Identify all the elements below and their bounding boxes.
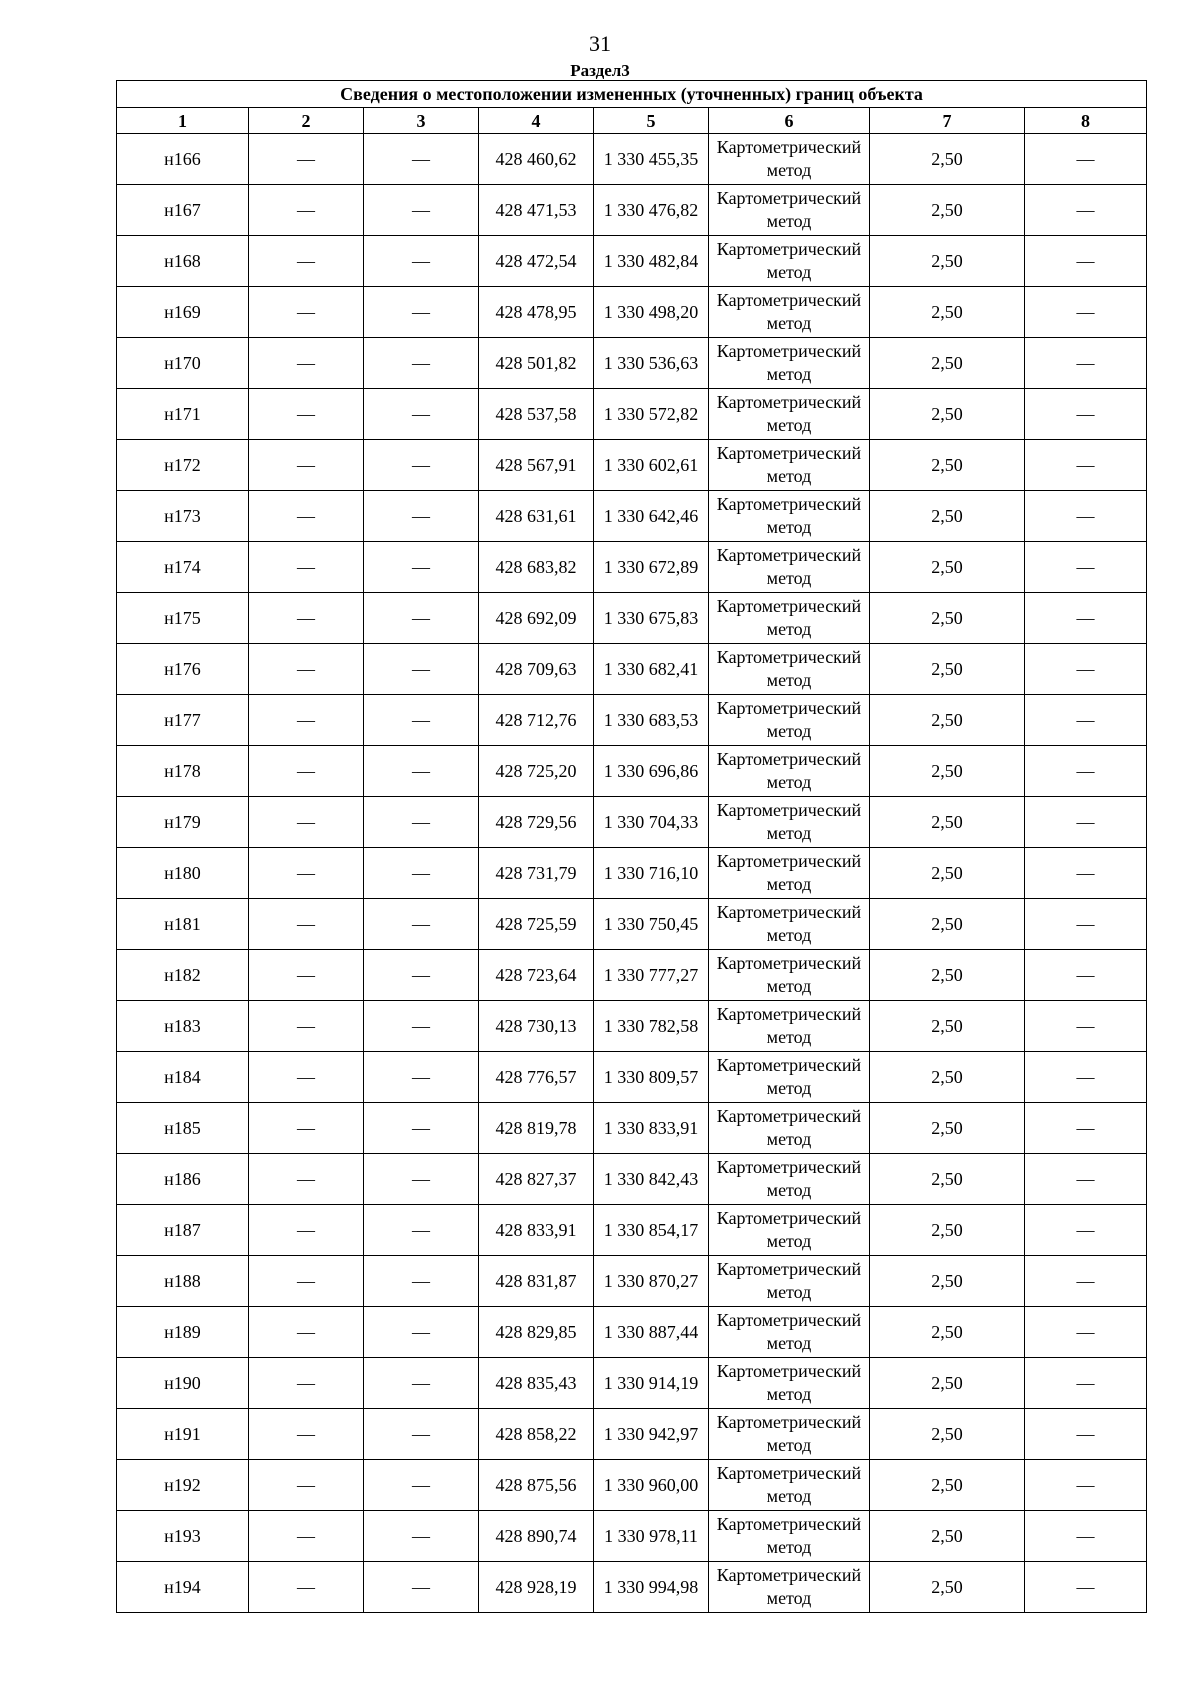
empty-value-cell: — (1025, 950, 1147, 1001)
accuracy-cell: 2,50 (870, 1103, 1025, 1154)
table-row (117, 1358, 1147, 1409)
method-cell: Картометрический метод (709, 185, 870, 236)
empty-value-cell: — (364, 287, 479, 338)
method-cell: Картометрический метод (709, 440, 870, 491)
empty-value-cell: — (249, 389, 364, 440)
empty-value-cell: — (249, 185, 364, 236)
y-coordinate-cell: 1 330 476,82 (594, 185, 709, 236)
accuracy-cell: 2,50 (870, 1307, 1025, 1358)
x-coordinate-cell: 428 776,57 (479, 1052, 594, 1103)
table-row (117, 491, 1147, 542)
method-cell: Картометрический метод (709, 1103, 870, 1154)
empty-value-cell: — (249, 134, 364, 185)
y-coordinate-cell: 1 330 642,46 (594, 491, 709, 542)
x-coordinate-cell: 428 725,20 (479, 746, 594, 797)
empty-value-cell: — (364, 848, 479, 899)
empty-value-cell: — (249, 1154, 364, 1205)
empty-value-cell: — (1025, 1460, 1147, 1511)
accuracy-cell: 2,50 (870, 593, 1025, 644)
accuracy-cell: 2,50 (870, 695, 1025, 746)
point-name-cell: н166 (117, 134, 249, 185)
method-cell: Картометрический метод (709, 1256, 870, 1307)
empty-value-cell: — (364, 1001, 479, 1052)
empty-value-cell: — (1025, 797, 1147, 848)
point-name-cell: н194 (117, 1562, 249, 1613)
method-cell: Картометрический метод (709, 695, 870, 746)
empty-value-cell: — (249, 1562, 364, 1613)
empty-value-cell: — (249, 848, 364, 899)
accuracy-cell: 2,50 (870, 185, 1025, 236)
accuracy-cell: 2,50 (870, 542, 1025, 593)
point-name-cell: н191 (117, 1409, 249, 1460)
table-row (117, 236, 1147, 287)
x-coordinate-cell: 428 835,43 (479, 1358, 594, 1409)
table-row (117, 899, 1147, 950)
table-row (117, 1052, 1147, 1103)
point-name-cell: н188 (117, 1256, 249, 1307)
x-coordinate-cell: 428 567,91 (479, 440, 594, 491)
x-coordinate-cell: 428 827,37 (479, 1154, 594, 1205)
table-row (117, 1511, 1147, 1562)
y-coordinate-cell: 1 330 750,45 (594, 899, 709, 950)
empty-value-cell: — (364, 899, 479, 950)
table-row (117, 338, 1147, 389)
empty-value-cell: — (364, 185, 479, 236)
empty-value-cell: — (1025, 134, 1147, 185)
x-coordinate-cell: 428 858,22 (479, 1409, 594, 1460)
method-cell: Картометрический метод (709, 950, 870, 1001)
column-number: 4 (479, 108, 594, 134)
method-cell: Картометрический метод (709, 1460, 870, 1511)
y-coordinate-cell: 1 330 777,27 (594, 950, 709, 1001)
empty-value-cell: — (364, 695, 479, 746)
boundary-coordinates-table (116, 80, 1147, 1613)
x-coordinate-cell: 428 712,76 (479, 695, 594, 746)
method-cell: Картометрический метод (709, 1409, 870, 1460)
x-coordinate-cell: 428 731,79 (479, 848, 594, 899)
point-name-cell: н171 (117, 389, 249, 440)
empty-value-cell: — (364, 1307, 479, 1358)
x-coordinate-cell: 428 829,85 (479, 1307, 594, 1358)
table-row (117, 848, 1147, 899)
empty-value-cell: — (249, 593, 364, 644)
table-row (117, 695, 1147, 746)
y-coordinate-cell: 1 330 672,89 (594, 542, 709, 593)
empty-value-cell: — (364, 389, 479, 440)
empty-value-cell: — (1025, 899, 1147, 950)
point-name-cell: н179 (117, 797, 249, 848)
x-coordinate-cell: 428 472,54 (479, 236, 594, 287)
empty-value-cell: — (364, 1409, 479, 1460)
empty-value-cell: — (249, 236, 364, 287)
x-coordinate-cell: 428 631,61 (479, 491, 594, 542)
empty-value-cell: — (1025, 1154, 1147, 1205)
column-number: 3 (364, 108, 479, 134)
table-row (117, 1409, 1147, 1460)
x-coordinate-cell: 428 471,53 (479, 185, 594, 236)
accuracy-cell: 2,50 (870, 797, 1025, 848)
method-cell: Картометрический метод (709, 1001, 870, 1052)
x-coordinate-cell: 428 819,78 (479, 1103, 594, 1154)
point-name-cell: н169 (117, 287, 249, 338)
x-coordinate-cell: 428 875,56 (479, 1460, 594, 1511)
y-coordinate-cell: 1 330 498,20 (594, 287, 709, 338)
empty-value-cell: — (249, 491, 364, 542)
empty-value-cell: — (249, 1205, 364, 1256)
accuracy-cell: 2,50 (870, 644, 1025, 695)
table-row (117, 1001, 1147, 1052)
x-coordinate-cell: 428 683,82 (479, 542, 594, 593)
x-coordinate-cell: 428 460,62 (479, 134, 594, 185)
y-coordinate-cell: 1 330 870,27 (594, 1256, 709, 1307)
accuracy-cell: 2,50 (870, 950, 1025, 1001)
empty-value-cell: — (1025, 746, 1147, 797)
y-coordinate-cell: 1 330 978,11 (594, 1511, 709, 1562)
method-cell: Картометрический метод (709, 338, 870, 389)
table-row (117, 950, 1147, 1001)
empty-value-cell: — (249, 1460, 364, 1511)
page-number: 31 (589, 31, 611, 56)
table-row (117, 1307, 1147, 1358)
point-name-cell: н176 (117, 644, 249, 695)
accuracy-cell: 2,50 (870, 1052, 1025, 1103)
empty-value-cell: — (364, 746, 479, 797)
method-cell: Картометрический метод (709, 797, 870, 848)
table-row (117, 746, 1147, 797)
x-coordinate-cell: 428 890,74 (479, 1511, 594, 1562)
empty-value-cell: — (1025, 1001, 1147, 1052)
y-coordinate-cell: 1 330 887,44 (594, 1307, 709, 1358)
table-row (117, 1460, 1147, 1511)
method-cell: Картометрический метод (709, 1562, 870, 1613)
table-row (117, 440, 1147, 491)
accuracy-cell: 2,50 (870, 338, 1025, 389)
point-name-cell: н187 (117, 1205, 249, 1256)
method-cell: Картометрический метод (709, 899, 870, 950)
point-name-cell: н182 (117, 950, 249, 1001)
x-coordinate-cell: 428 831,87 (479, 1256, 594, 1307)
x-coordinate-cell: 428 709,63 (479, 644, 594, 695)
point-name-cell: н177 (117, 695, 249, 746)
y-coordinate-cell: 1 330 482,84 (594, 236, 709, 287)
method-cell: Картометрический метод (709, 1511, 870, 1562)
empty-value-cell: — (1025, 236, 1147, 287)
point-name-cell: н192 (117, 1460, 249, 1511)
accuracy-cell: 2,50 (870, 236, 1025, 287)
empty-value-cell: — (249, 1358, 364, 1409)
empty-value-cell: — (364, 1460, 479, 1511)
table-caption: Сведения о местоположении измененных (уточненных) границ объекта (117, 81, 1147, 108)
empty-value-cell: — (1025, 1103, 1147, 1154)
y-coordinate-cell: 1 330 809,57 (594, 1052, 709, 1103)
y-coordinate-cell: 1 330 675,83 (594, 593, 709, 644)
point-name-cell: н168 (117, 236, 249, 287)
point-name-cell: н181 (117, 899, 249, 950)
y-coordinate-cell: 1 330 536,63 (594, 338, 709, 389)
table-row (117, 1103, 1147, 1154)
accuracy-cell: 2,50 (870, 899, 1025, 950)
empty-value-cell: — (249, 1511, 364, 1562)
point-name-cell: н170 (117, 338, 249, 389)
empty-value-cell: — (1025, 1052, 1147, 1103)
empty-value-cell: — (364, 1052, 479, 1103)
point-name-cell: н180 (117, 848, 249, 899)
empty-value-cell: — (1025, 1307, 1147, 1358)
accuracy-cell: 2,50 (870, 1154, 1025, 1205)
method-cell: Картометрический метод (709, 287, 870, 338)
empty-value-cell: — (364, 797, 479, 848)
method-cell: Картометрический метод (709, 389, 870, 440)
point-name-cell: н183 (117, 1001, 249, 1052)
table-row (117, 134, 1147, 185)
table-row (117, 1562, 1147, 1613)
point-name-cell: н186 (117, 1154, 249, 1205)
empty-value-cell: — (249, 1307, 364, 1358)
empty-value-cell: — (249, 1256, 364, 1307)
table-row (117, 389, 1147, 440)
accuracy-cell: 2,50 (870, 389, 1025, 440)
table-body (117, 134, 1147, 1613)
accuracy-cell: 2,50 (870, 440, 1025, 491)
accuracy-cell: 2,50 (870, 134, 1025, 185)
method-cell: Картометрический метод (709, 1307, 870, 1358)
empty-value-cell: — (1025, 389, 1147, 440)
empty-value-cell: — (364, 542, 479, 593)
empty-value-cell: — (364, 338, 479, 389)
table-row (117, 287, 1147, 338)
point-name-cell: н172 (117, 440, 249, 491)
empty-value-cell: — (364, 491, 479, 542)
empty-value-cell: — (1025, 1511, 1147, 1562)
method-cell: Картометрический метод (709, 1154, 870, 1205)
empty-value-cell: — (364, 1256, 479, 1307)
empty-value-cell: — (249, 950, 364, 1001)
y-coordinate-cell: 1 330 914,19 (594, 1358, 709, 1409)
empty-value-cell: — (249, 1409, 364, 1460)
section-title: Раздел3 (570, 61, 630, 80)
method-cell: Картометрический метод (709, 1052, 870, 1103)
empty-value-cell: — (249, 542, 364, 593)
point-name-cell: н185 (117, 1103, 249, 1154)
y-coordinate-cell: 1 330 704,33 (594, 797, 709, 848)
accuracy-cell: 2,50 (870, 1460, 1025, 1511)
table-row (117, 644, 1147, 695)
method-cell: Картометрический метод (709, 644, 870, 695)
empty-value-cell: — (1025, 593, 1147, 644)
empty-value-cell: — (1025, 338, 1147, 389)
accuracy-cell: 2,50 (870, 1511, 1025, 1562)
column-number: 2 (249, 108, 364, 134)
accuracy-cell: 2,50 (870, 287, 1025, 338)
empty-value-cell: — (1025, 440, 1147, 491)
empty-value-cell: — (1025, 491, 1147, 542)
table-row (117, 1256, 1147, 1307)
point-name-cell: н174 (117, 542, 249, 593)
empty-value-cell: — (249, 797, 364, 848)
column-number: 8 (1025, 108, 1147, 134)
empty-value-cell: — (249, 338, 364, 389)
empty-value-cell: — (1025, 644, 1147, 695)
x-coordinate-cell: 428 537,58 (479, 389, 594, 440)
empty-value-cell: — (249, 746, 364, 797)
y-coordinate-cell: 1 330 842,43 (594, 1154, 709, 1205)
point-name-cell: н175 (117, 593, 249, 644)
x-coordinate-cell: 428 692,09 (479, 593, 594, 644)
y-coordinate-cell: 1 330 994,98 (594, 1562, 709, 1613)
y-coordinate-cell: 1 330 683,53 (594, 695, 709, 746)
empty-value-cell: — (364, 1205, 479, 1256)
table-row (117, 542, 1147, 593)
empty-value-cell: — (249, 1052, 364, 1103)
accuracy-cell: 2,50 (870, 1256, 1025, 1307)
empty-value-cell: — (1025, 1205, 1147, 1256)
method-cell: Картометрический метод (709, 134, 870, 185)
x-coordinate-cell: 428 725,59 (479, 899, 594, 950)
accuracy-cell: 2,50 (870, 1409, 1025, 1460)
empty-value-cell: — (249, 1001, 364, 1052)
x-coordinate-cell: 428 833,91 (479, 1205, 594, 1256)
column-number: 6 (709, 108, 870, 134)
column-number: 7 (870, 108, 1025, 134)
empty-value-cell: — (1025, 542, 1147, 593)
accuracy-cell: 2,50 (870, 1358, 1025, 1409)
empty-value-cell: — (364, 440, 479, 491)
empty-value-cell: — (364, 1154, 479, 1205)
empty-value-cell: — (364, 950, 479, 1001)
empty-value-cell: — (364, 1511, 479, 1562)
x-coordinate-cell: 428 928,19 (479, 1562, 594, 1613)
empty-value-cell: — (249, 1103, 364, 1154)
column-number-row (117, 108, 1147, 134)
empty-value-cell: — (249, 899, 364, 950)
empty-value-cell: — (1025, 185, 1147, 236)
table-row (117, 1154, 1147, 1205)
accuracy-cell: 2,50 (870, 1001, 1025, 1052)
empty-value-cell: — (364, 1103, 479, 1154)
y-coordinate-cell: 1 330 716,10 (594, 848, 709, 899)
y-coordinate-cell: 1 330 854,17 (594, 1205, 709, 1256)
empty-value-cell: — (364, 134, 479, 185)
empty-value-cell: — (249, 287, 364, 338)
y-coordinate-cell: 1 330 696,86 (594, 746, 709, 797)
empty-value-cell: — (249, 440, 364, 491)
y-coordinate-cell: 1 330 602,61 (594, 440, 709, 491)
x-coordinate-cell: 428 501,82 (479, 338, 594, 389)
method-cell: Картометрический метод (709, 848, 870, 899)
method-cell: Картометрический метод (709, 236, 870, 287)
y-coordinate-cell: 1 330 833,91 (594, 1103, 709, 1154)
accuracy-cell: 2,50 (870, 746, 1025, 797)
empty-value-cell: — (1025, 1256, 1147, 1307)
empty-value-cell: — (1025, 1562, 1147, 1613)
method-cell: Картометрический метод (709, 491, 870, 542)
y-coordinate-cell: 1 330 960,00 (594, 1460, 709, 1511)
point-name-cell: н184 (117, 1052, 249, 1103)
accuracy-cell: 2,50 (870, 848, 1025, 899)
accuracy-cell: 2,50 (870, 491, 1025, 542)
method-cell: Картометрический метод (709, 593, 870, 644)
point-name-cell: н193 (117, 1511, 249, 1562)
column-number: 5 (594, 108, 709, 134)
table-row (117, 797, 1147, 848)
x-coordinate-cell: 428 723,64 (479, 950, 594, 1001)
table-row (117, 185, 1147, 236)
y-coordinate-cell: 1 330 942,97 (594, 1409, 709, 1460)
table-row (117, 1205, 1147, 1256)
point-name-cell: н190 (117, 1358, 249, 1409)
empty-value-cell: — (249, 695, 364, 746)
method-cell: Картометрический метод (709, 1358, 870, 1409)
method-cell: Картометрический метод (709, 1205, 870, 1256)
empty-value-cell: — (249, 644, 364, 695)
x-coordinate-cell: 428 730,13 (479, 1001, 594, 1052)
empty-value-cell: — (1025, 695, 1147, 746)
accuracy-cell: 2,50 (870, 1562, 1025, 1613)
empty-value-cell: — (364, 1358, 479, 1409)
y-coordinate-cell: 1 330 782,58 (594, 1001, 709, 1052)
empty-value-cell: — (1025, 1409, 1147, 1460)
empty-value-cell: — (364, 644, 479, 695)
table-row (117, 593, 1147, 644)
empty-value-cell: — (364, 1562, 479, 1613)
empty-value-cell: — (1025, 848, 1147, 899)
empty-value-cell: — (1025, 1358, 1147, 1409)
point-name-cell: н189 (117, 1307, 249, 1358)
point-name-cell: н178 (117, 746, 249, 797)
y-coordinate-cell: 1 330 455,35 (594, 134, 709, 185)
empty-value-cell: — (1025, 287, 1147, 338)
column-number: 1 (117, 108, 249, 134)
point-name-cell: н173 (117, 491, 249, 542)
point-name-cell: н167 (117, 185, 249, 236)
method-cell: Картометрический метод (709, 542, 870, 593)
x-coordinate-cell: 428 478,95 (479, 287, 594, 338)
y-coordinate-cell: 1 330 682,41 (594, 644, 709, 695)
x-coordinate-cell: 428 729,56 (479, 797, 594, 848)
empty-value-cell: — (364, 593, 479, 644)
empty-value-cell: — (364, 236, 479, 287)
y-coordinate-cell: 1 330 572,82 (594, 389, 709, 440)
method-cell: Картометрический метод (709, 746, 870, 797)
accuracy-cell: 2,50 (870, 1205, 1025, 1256)
